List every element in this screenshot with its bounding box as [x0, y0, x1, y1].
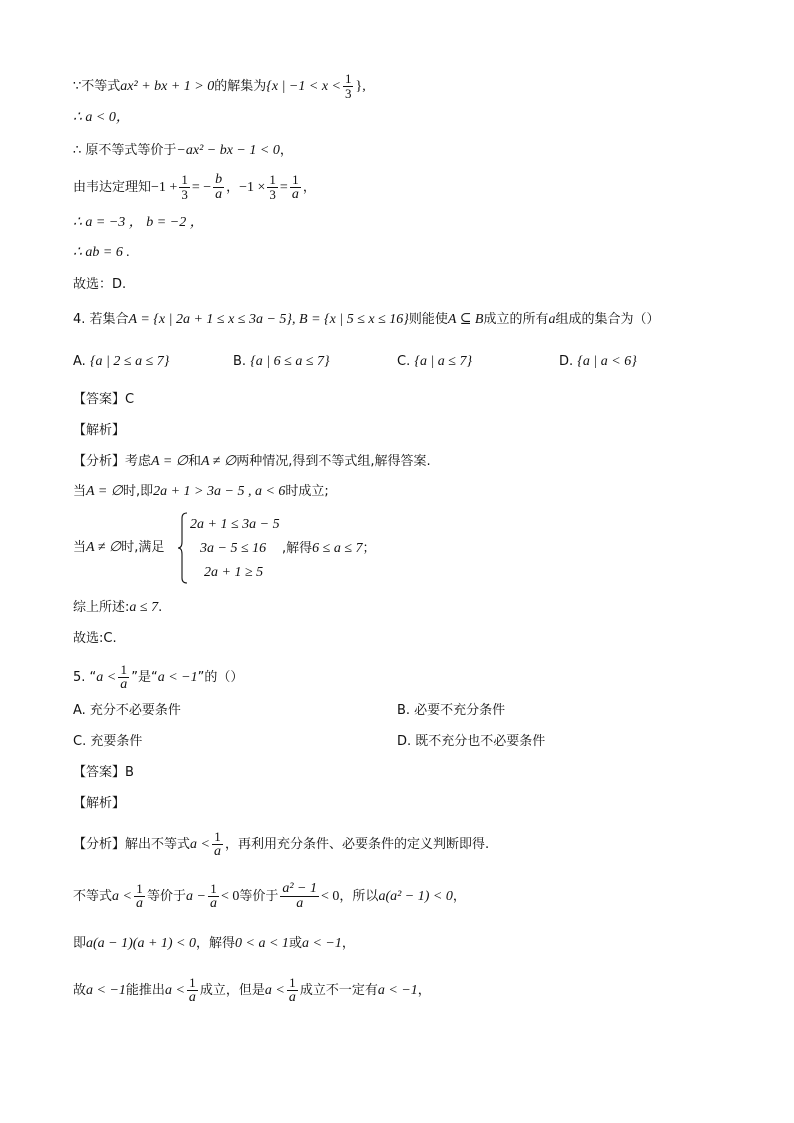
q5-fenxi: 【分析】解出不等式a < $\frac{1}{a}$ ，再利用充分条件、必要条件的定义判断即得. — [73, 829, 490, 859]
q4-choose: 故选:C. — [73, 631, 117, 646]
solution-line-2: ∴ a < 0， — [73, 110, 130, 125]
q4-case-2-label: 当A ≠ ∅时,满足 — [73, 540, 165, 555]
q4-option-c: C. {a | a ≤ 7} — [397, 354, 473, 369]
q5-option-c: C. 充要条件 — [73, 734, 143, 749]
system-result: ,解得6 ≤ a ≤ 7； — [282, 541, 376, 556]
q5-step-3: 故a < −1能推出a < $\frac{1}{a}$ 成立，但是a < $\frac{1}{a}$ 成立不一定有a < −1， — [73, 975, 431, 1005]
solution-line-3: ∴ 原不等式等价于−ax² − bx − 1 < 0， — [73, 143, 293, 158]
q4-option-d: D. {a | a < 6} — [559, 354, 637, 369]
q5-option-a: A. 充分不必要条件 — [73, 703, 181, 718]
q4-stem: 4. 若集合A = {x | 2a + 1 ≤ x ≤ 3a − 5}, B = {x | 5 ≤ x ≤ 16}则能使A ⊆ B成立的所有a组成的集合为（） — [73, 312, 660, 327]
q4-fenxi: 【分析】考虑A = ∅和A ≠ ∅两种情况,得到不等式组,解得答案. — [73, 454, 431, 469]
q4-option-b: B. {a | 6 ≤ a ≤ 7} — [233, 354, 330, 369]
q5-stem: 5. “a < $\frac{1}{a}$ ”是“a < −1”的（） — [73, 662, 244, 692]
q5-step-1: 不等式a < $\frac{1}{a}$ 等价于a − $\frac{1}{a}$ < 0等价于 $\frac{\text{a² − 1}}{a}$ < 0，所以a(a² − 1) < 0， — [73, 881, 466, 911]
fraction: $\frac{1}{3}$ — [344, 71, 352, 101]
q5-answer: 【答案】B — [73, 765, 134, 780]
solution-line-4: 由韦达定理知−1 + $\frac{1}{3}$ = − $\frac{b}{a}$ ，−1 × $\frac{1}{3}$ = $\frac{1}{a}$ ， — [73, 172, 316, 202]
q5-analysis-heading: 【解析】 — [73, 796, 126, 811]
system-brace — [178, 512, 188, 584]
q4-option-a: A. {a | 2 ≤ a ≤ 7} — [73, 354, 170, 369]
solution-line-1: ∵不等式ax² + bx + 1 > 0的解集为{x | −1 < x < $\frac{1}{3}$ }, — [73, 71, 366, 101]
solution-line-5: ∴ a = −3 ， b = −2 ， — [73, 215, 204, 230]
system-row-2: 3a − 5 ≤ 16 — [200, 541, 267, 556]
q4-summary: 综上所述:a ≤ 7. — [73, 600, 163, 615]
q4-analysis-heading: 【解析】 — [73, 423, 126, 438]
q5-step-2: 即a(a − 1)(a + 1) < 0，解得0 < a < 1或a < −1， — [73, 936, 355, 951]
solution-line-6: ∴ ab = 6 . — [73, 245, 130, 260]
system-row-3: 2a + 1 ≥ 5 — [204, 565, 264, 580]
q5-option-d: D. 既不充分也不必要条件 — [397, 734, 546, 749]
system-row-1: 2a + 1 ≤ 3a − 5 — [190, 517, 280, 532]
solution-line-7: 故选：D. — [73, 277, 127, 292]
q4-case-1: 当A = ∅时,即2a + 1 > 3a − 5 , a < 6时成立; — [73, 484, 329, 499]
q4-answer: 【答案】C — [73, 392, 135, 407]
q5-option-b: B. 必要不充分条件 — [397, 703, 506, 718]
